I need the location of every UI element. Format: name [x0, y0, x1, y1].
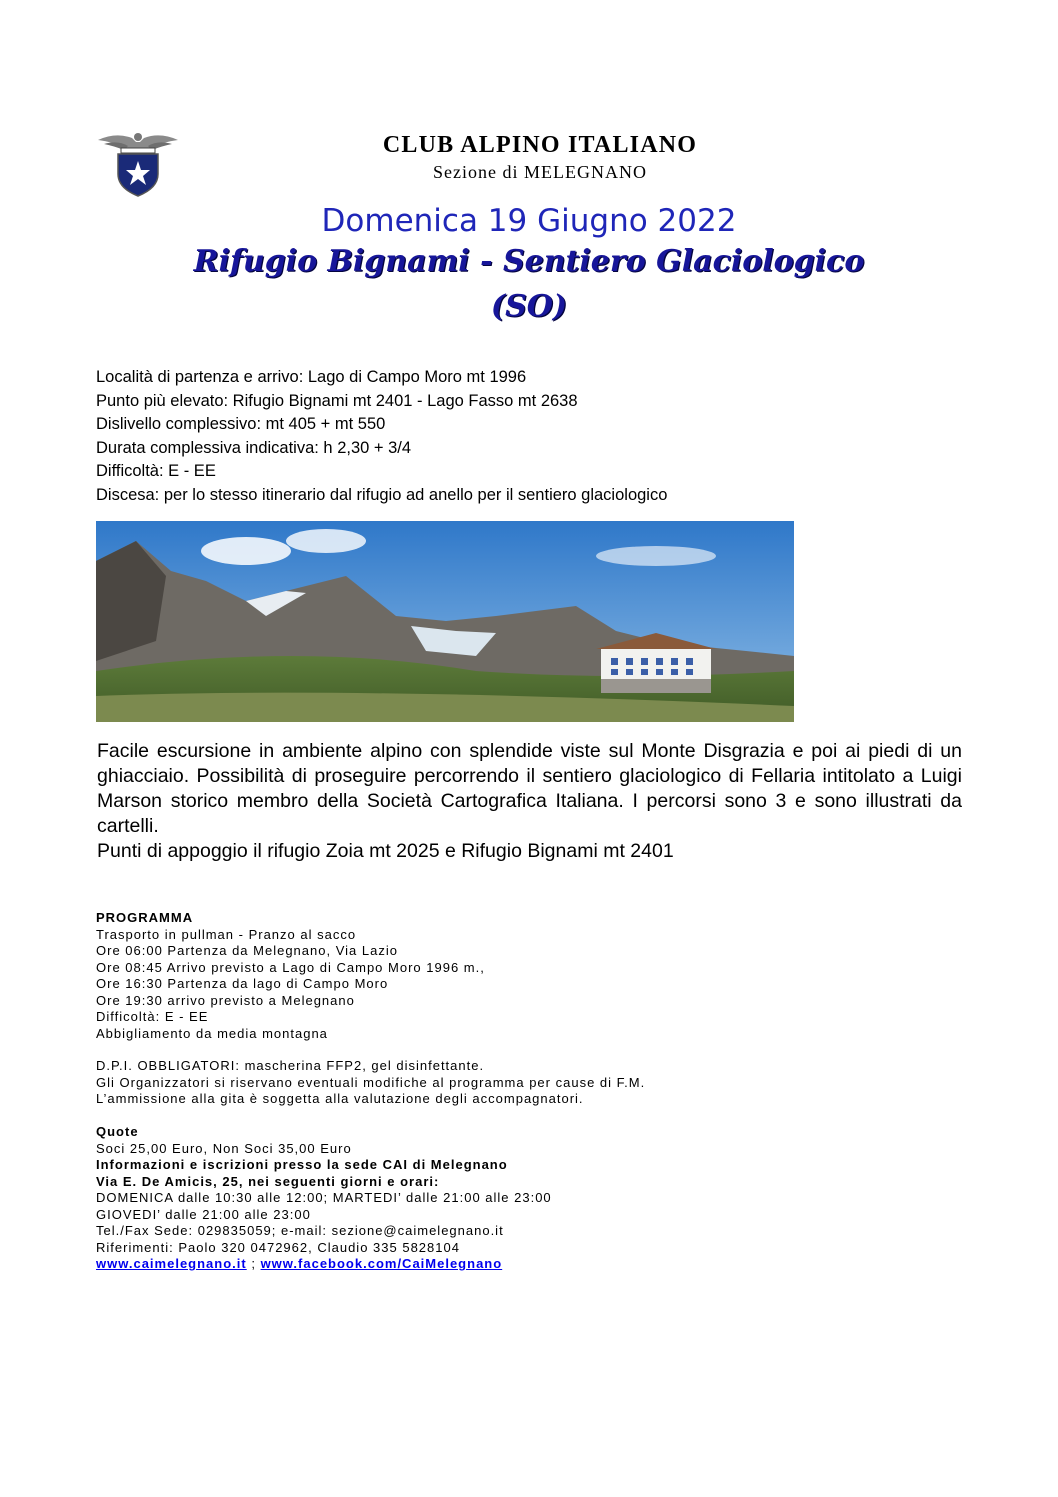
links-line	[96, 1256, 816, 1273]
fact-elevation: Dislivello complessivo: mt 405 + mt 550	[96, 415, 386, 434]
hours-line: DOMENICA dalle 10:30 alle 12:00; MARTEDI’ dalle 21:00 alle 23:00	[96, 1190, 552, 1205]
program-line: Ore 16:30 Partenza da lago di Campo Moro	[96, 976, 389, 991]
contacts-line: Tel./Fax Sede: 029835059; e-mail: sezione@caimelegnano.it	[96, 1223, 504, 1238]
trip-facts	[96, 366, 856, 508]
notes-section	[96, 1058, 816, 1108]
description-paragraph: Facile escursione in ambiente alpino con splendide viste sul Monte Disgrazia e poi ai piedi di un ghiacciaio. Possibilità di proseguire percorrendo il sentiero glaciologico di Fellaria intitolato a Luigi Marson storico membro della Società Cartografica Italiana. I percorsi sono 3 e sono illustrati da cartelli.	[97, 740, 962, 837]
trip-description	[97, 739, 962, 864]
program-heading: PROGRAMMA	[96, 910, 194, 925]
club-name: CLUB ALPINO ITALIANO	[382, 132, 698, 158]
fees-price: Soci 25,00 Euro, Non Soci 35,00 Euro	[96, 1140, 352, 1156]
fact-start: Località di partenza e arrivo: Lago di Campo Moro mt 1996	[96, 368, 527, 386]
event-date: Domenica 19 Giugno 2022	[321, 203, 737, 239]
website-link[interactable]: www.caimelegnano.it	[96, 1256, 247, 1271]
program-line: Ore 19:30 arrivo previsto a Melegnano	[96, 992, 355, 1008]
note-line: D.P.I. OBBLIGATORI: mascherina FFP2, gel disinfettante.	[96, 1058, 485, 1073]
mountain-panorama-photo	[96, 521, 794, 722]
address-line: Via E. De Amicis, 25, nei seguenti giorni e orari:	[96, 1173, 440, 1189]
event-title: Rifugio Bignami - Sentiero Glaciologico	[193, 244, 865, 279]
fact-highest: Punto più elevato: Rifugio Bignami mt 2401 - Lago Fasso mt 2638	[96, 391, 578, 410]
support-points: Punti di appoggio il rifugio Zoia mt 2025 e Rifugio Bignami mt 2401	[97, 840, 674, 862]
facebook-link[interactable]: www.facebook.com/CaiMelegnano	[260, 1256, 503, 1271]
program-line: Trasporto in pullman - Pranzo al sacco	[96, 926, 357, 942]
program-line: Ore 08:45 Arrivo previsto a Lago di Campo Moro 1996 m.,	[96, 959, 485, 975]
fees-section	[96, 1124, 816, 1273]
program-line: Abbigliamento da media montagna	[96, 1025, 328, 1041]
program-line: Difficoltà: E - EE	[96, 1009, 209, 1024]
hours-line: GIOVEDI’ dalle 21:00 alle 23:00	[96, 1206, 311, 1222]
cai-logo-icon	[96, 128, 180, 198]
references-line: Riferimenti: Paolo 320 0472962, Claudio 335 5828104	[96, 1239, 460, 1255]
fees-heading: Quote	[96, 1124, 139, 1139]
info-line: Informazioni e iscrizioni presso la sede CAI di Melegnano	[96, 1157, 508, 1172]
fact-descent: Discesa: per lo stesso itinerario dal rifugio ad anello per il sentiero glaciologico	[96, 485, 668, 504]
note-line: Gli Organizzatori si riservano eventuali modifiche al programma per cause di F.M.	[96, 1074, 646, 1090]
link-separator: ;	[246, 1256, 261, 1271]
club-section: Sezione di MELEGNANO	[433, 162, 647, 182]
note-line: L’ammissione alla gita è soggetta alla valutazione degli accompagnatori.	[96, 1091, 584, 1106]
fact-duration: Durata complessiva indicativa: h 2,30 + 3/4	[96, 438, 412, 457]
fact-difficulty: Difficoltà: E - EE	[96, 462, 216, 481]
event-region: (SO)	[490, 289, 568, 324]
program-section	[96, 910, 816, 1042]
program-line: Ore 06:00 Partenza da Melegnano, Via Lazio	[96, 943, 398, 958]
